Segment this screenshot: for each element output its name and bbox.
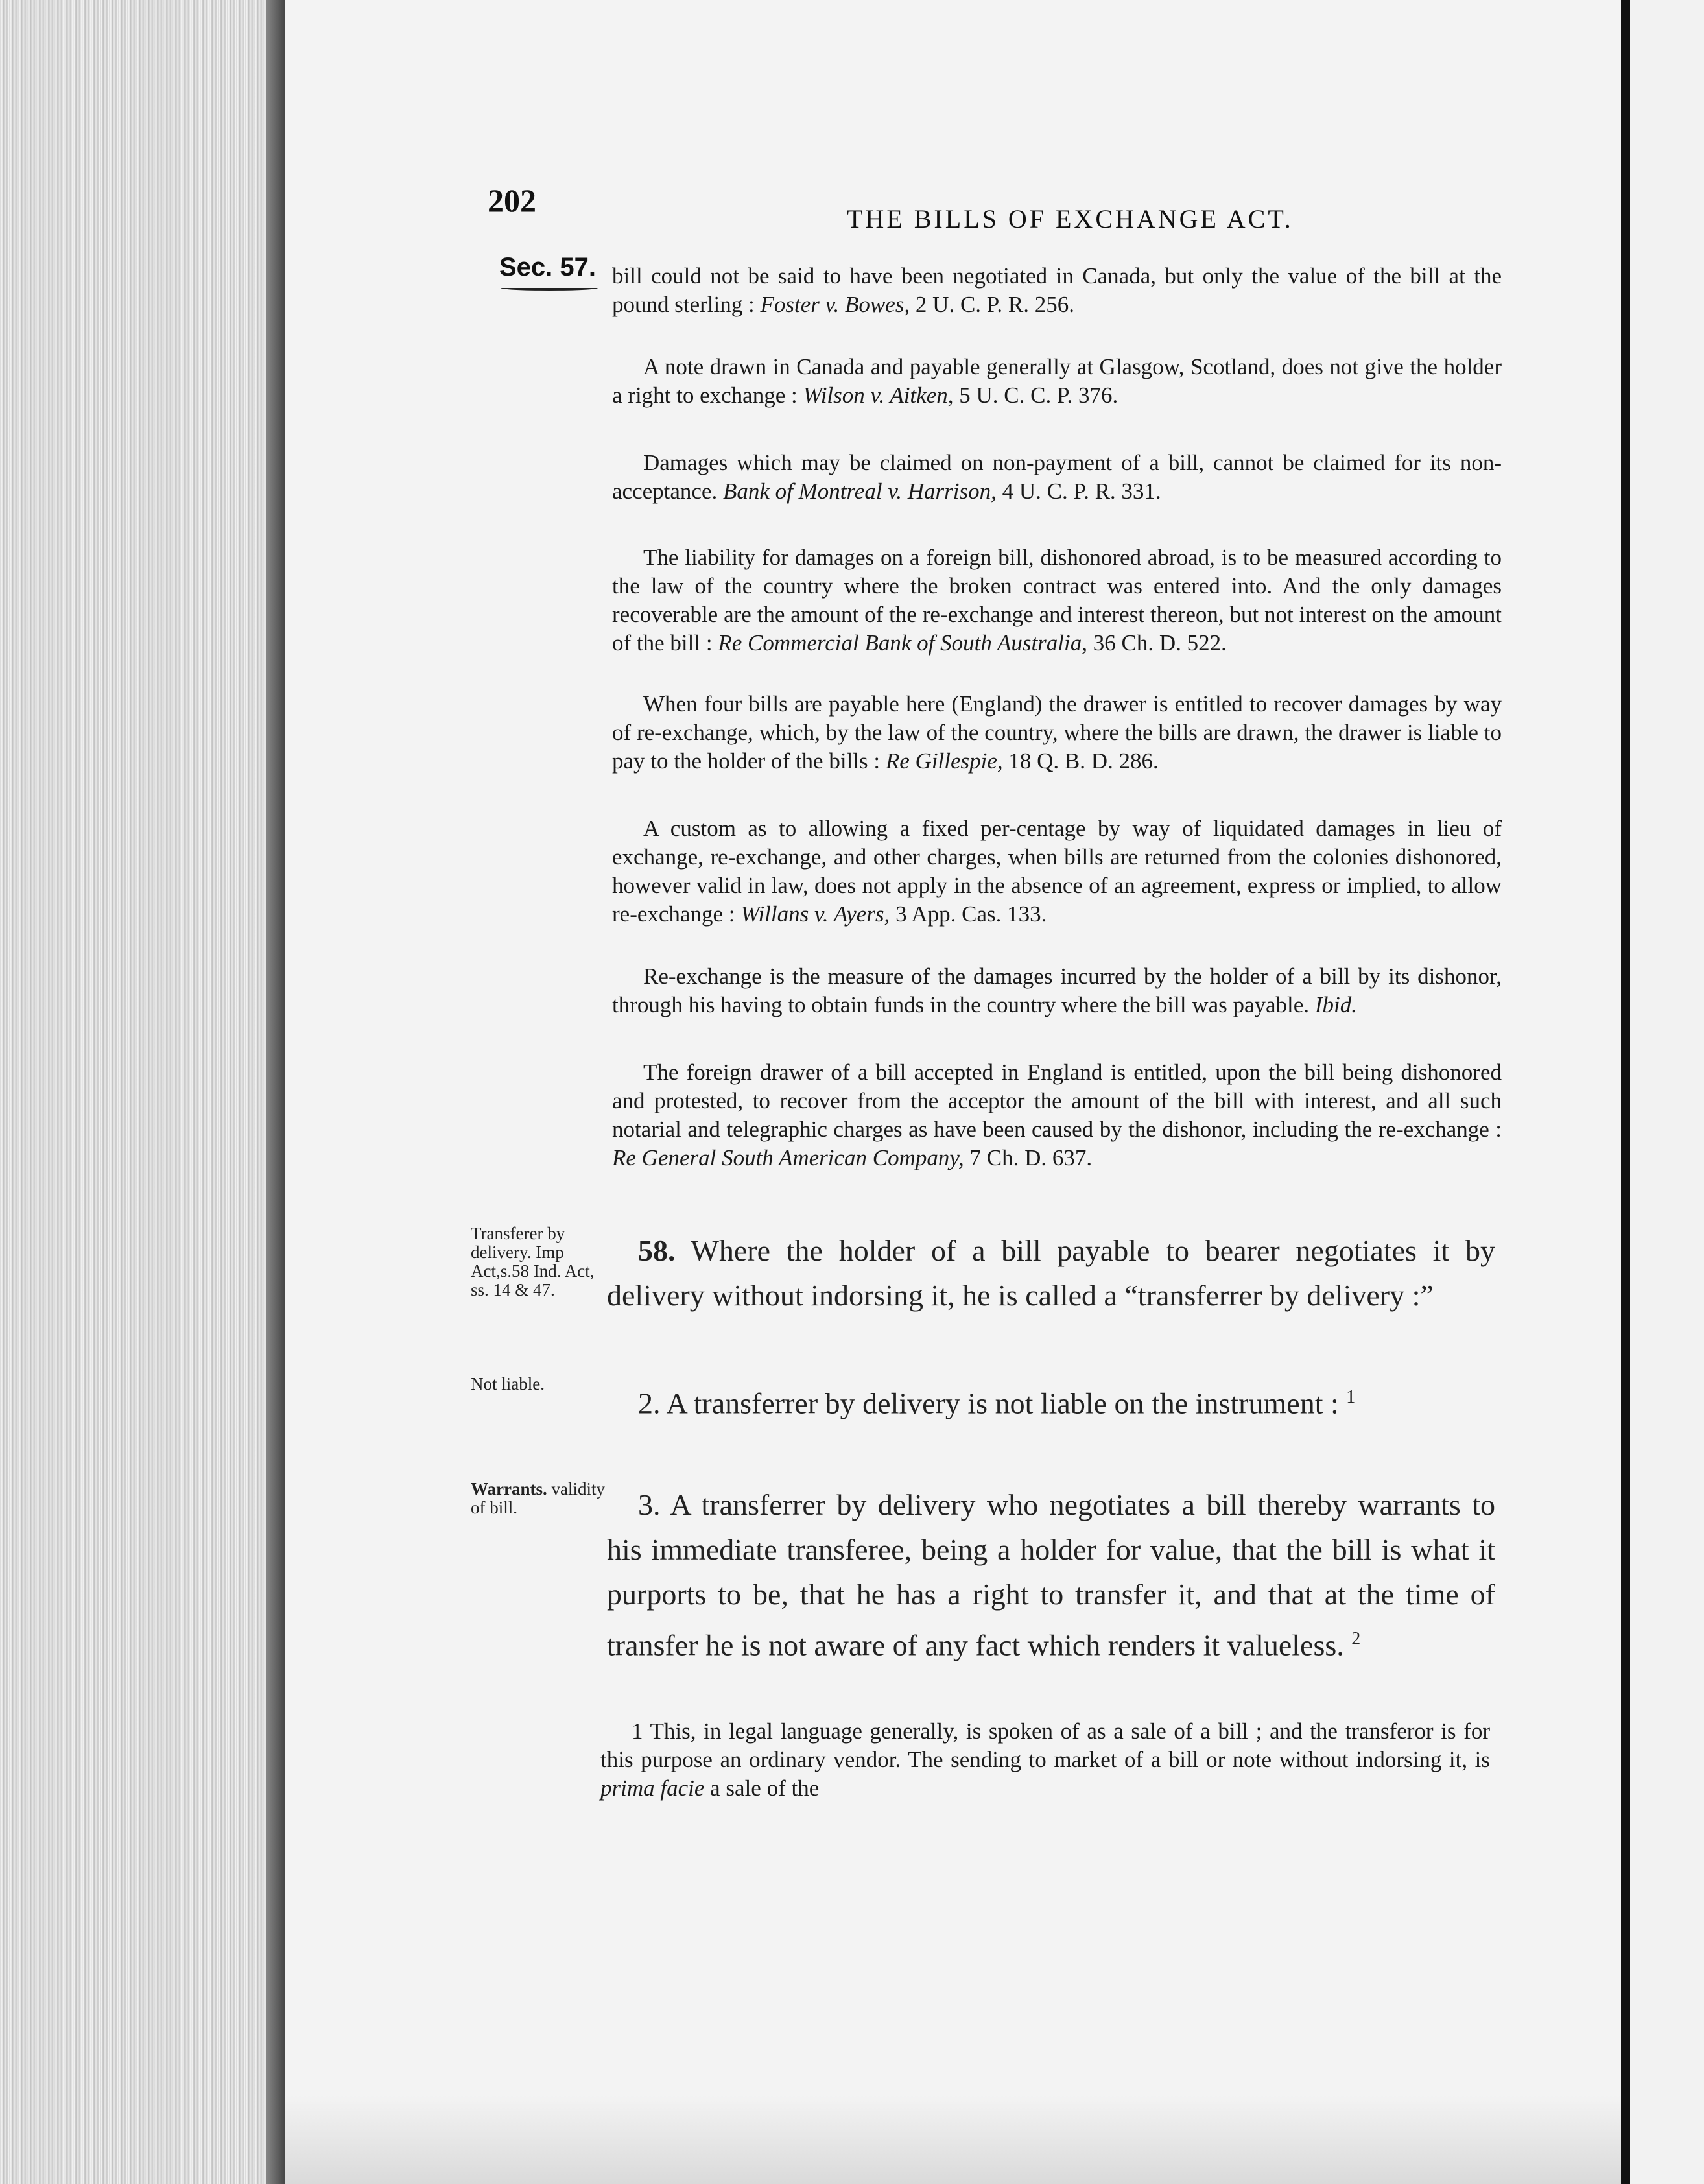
subsection-3: 3. A transferrer by delivery who negotiates a bill thereby warrants to his immediate transferee, being a holder for value, that the bill is what it purports to be, that he has a right to transfer it, and that at the time of transfer he is not aware of any fact which renders it valueless. $^2$ bbox=[607, 1488, 1495, 1662]
note-paragraph: A note drawn in Canada and payable generally at Glasgow, Scotland, does not give the holder a right to exchange : Wilson v. Aitken, 5 U. C. C. P. 376. bbox=[612, 354, 1502, 408]
subsection-2: 2. A transferrer by delivery is not liable on the instrument : $^1$ bbox=[638, 1386, 1356, 1420]
section-58-text: 58. Where the holder of a bill payable to bearer negotiates it by delivery without indorsing it, he is called a “transferrer by delivery :” bbox=[607, 1234, 1495, 1312]
note-paragraph: A custom as to allowing a fixed per-centage by way of liquidated damages in lieu of exchange, re-exchange, and other charges, when bills are returned from the colonies dishonored, however valid in law, does not apply in the absence of an agreement, express or implied, to allow re-exchange : Willans v. Ayers, 3 App. Cas. 133. bbox=[612, 816, 1502, 927]
book-page-edges bbox=[0, 0, 285, 2184]
note-paragraph: Damages which may be claimed on non-payment of a bill, cannot be claimed for its non-acceptance. Bank of Montreal v. Harrison, 4 U. C. P. R. 331. bbox=[612, 450, 1502, 504]
footnote: 1 This, in legal language generally, is spoken of as a sale of a bill ; and the transferor is for this purpose an ordinary vendor. The sending to market of a bill or note without indorsing it, is prima facie a sale of the bbox=[600, 1718, 1490, 1801]
note-paragraph: bill could not be said to have been negotiated in Canada, but only the value of the bill at the pound sterling : Foster v. Bowes, 2 U. C. P. R. 256. bbox=[612, 263, 1502, 317]
page-bottom-shadow bbox=[285, 2096, 1621, 2184]
margin-note-transferer: Transferer by delivery. Imp Act,s.58 Ind. Act, ss. 14 & 47. bbox=[471, 1224, 595, 1300]
margin-note-warrants-rest: validity of bill. bbox=[471, 1479, 605, 1517]
page-number: 202 bbox=[488, 182, 536, 219]
note-paragraph: The liability for damages on a foreign bill, dishonored abroad, is to be measured according to the law of the country where the broken contract was entered into. And the only damages recoverable are the amount of the re-exchange and interest thereon, but not interest on the amount of the bill : Re Commercial Bank of South Australia, 36 Ch. D. 522. bbox=[612, 545, 1502, 656]
next-page-edge bbox=[1621, 0, 1704, 2184]
note-paragraph: The foreign drawer of a bill accepted in England is entitled, upon the bill being dishonored and protested, to recover from the acceptor the amount of the bill with interest, and all such notarial and telegraphic charges as have been caused by the dishonor, including the re-exchange : Re General South American Company, 7 Ch. D. 637. bbox=[612, 1060, 1502, 1170]
footnote-ref-2: 2 bbox=[1351, 1629, 1361, 1649]
margin-note-not-liable: Not liable. bbox=[471, 1374, 545, 1394]
margin-note-warrants-title: Warrants. bbox=[471, 1479, 547, 1499]
section-label-brace bbox=[501, 285, 598, 291]
running-head: THE BILLS OF EXCHANGE ACT. bbox=[847, 204, 1294, 233]
section-label: Sec. 57. bbox=[499, 253, 597, 281]
note-paragraph: Re-exchange is the measure of the damages incurred by the holder of a bill by its dishonor, through his having to obtain funds in the country where the bill was payable. Ibid. bbox=[612, 964, 1502, 1017]
section-number: 58. bbox=[638, 1234, 676, 1267]
note-paragraph: When four bills are payable here (England) the drawer is entitled to recover damages by way of re-exchange, which, by the law of the country, where the bills are drawn, the drawer is liable to pay to the holder of the bills : Re Gillespie, 18 Q. B. D. 286. bbox=[612, 691, 1502, 774]
footnote-ref-1: 1 bbox=[1346, 1387, 1356, 1407]
margin-note-warrants bbox=[471, 1480, 607, 1517]
